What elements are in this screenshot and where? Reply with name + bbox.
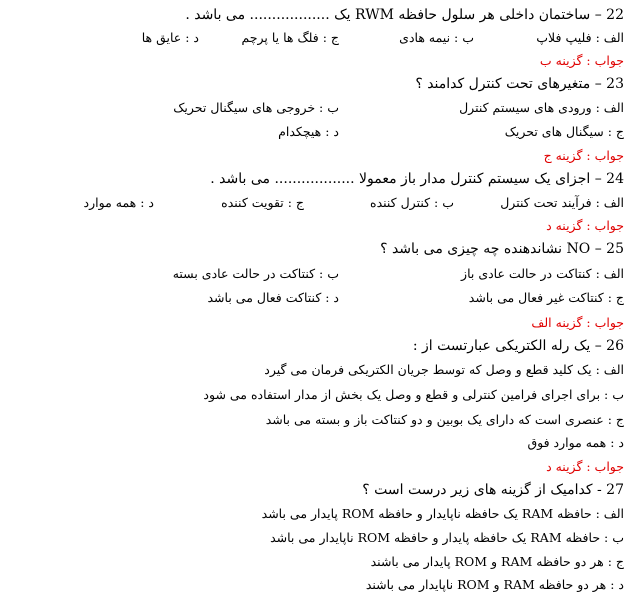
question-text: – اجزای یک سیستم کنترل مدار باز معمولا .................. می باشد . <box>210 171 602 187</box>
question-27 <box>2 479 624 501</box>
question-text: – NO نشاندهنده چه چیزی می باشد ؟ <box>380 241 602 257</box>
option-d: د : هیچکدام <box>278 124 339 139</box>
answer: جواب : گزینه د <box>546 218 624 233</box>
question-number: 25 <box>606 241 624 257</box>
question-25 <box>2 238 624 260</box>
question-number: 27 <box>606 482 624 498</box>
option-c: ج : تقویت کننده <box>221 195 304 210</box>
option-a: الف : فرآیند تحت کنترل <box>500 195 624 210</box>
option-b: ب : برای اجرای فرامین کنترلی و قطع و وصل یک بخش از مدار استفاده می شود <box>203 387 624 402</box>
question-24 <box>2 168 624 190</box>
question-26 <box>2 335 624 357</box>
option-d: د : همه موارد <box>83 195 154 210</box>
question-number: 23 <box>606 76 624 92</box>
option-b: ب : نیمه هادی <box>399 30 474 45</box>
option-b: ب : خروجی های سیگنال تحریک <box>173 100 339 115</box>
question-text: – ساختمان داخلی هر سلول حافظه RWM یک .................. می باشد . <box>185 7 602 23</box>
options-row <box>2 27 624 49</box>
options-row <box>2 97 624 119</box>
option-b: ب : کنترل کننده <box>370 195 454 210</box>
option-c: ج : سیگنال های تحریک <box>504 124 624 139</box>
option-d: د : کنتاکت فعال می باشد <box>207 290 339 305</box>
answer: جواب : گزینه الف <box>531 315 624 330</box>
option-c: ج : عنصری است که دارای یک بوبین و دو کنتاکت باز و بسته می باشد <box>265 412 624 427</box>
option-a: الف : یک کلید قطع و وصل که توسط جریان الکتریکی فرمان می گیرد <box>264 362 624 377</box>
options-row <box>2 287 624 309</box>
question-number: 26 <box>606 338 624 354</box>
option-d: د : هر دو حافظه RAM و ROM ناپایدار می باشند <box>365 577 624 592</box>
option-a: الف : ورودی های سیستم کنترل <box>459 100 624 115</box>
question-22 <box>2 4 624 26</box>
option-a: الف : کنتاکت در حالت عادی باز <box>461 266 624 281</box>
options-row <box>2 121 624 143</box>
question-text: - کدامیک از گزینه های زیر درست است ؟ <box>362 482 602 498</box>
question-23 <box>2 73 624 95</box>
options-row <box>2 263 624 285</box>
question-number: 22 <box>606 7 624 23</box>
option-d: د : عایق ها <box>141 30 199 45</box>
question-number: 24 <box>606 171 624 187</box>
answer: جواب : گزینه د <box>546 459 624 474</box>
question-text: – یک رله الکتریکی عبارتست از : <box>412 338 602 354</box>
question-text: – متغیرهای تحت کنترل کدامند ؟ <box>415 76 602 92</box>
option-a: الف : حافظه RAM یک حافظه ناپایدار و حافظه ROM پایدار می باشد <box>261 506 624 521</box>
option-c: ج : کنتاکت غیر فعال می باشد <box>468 290 624 305</box>
option-a: الف : فلیپ فلاپ <box>536 30 624 45</box>
answer: جواب : گزینه ب <box>539 53 624 68</box>
option-c: ج : هر دو حافظه RAM و ROM پایدار می باشند <box>370 554 624 569</box>
options-row <box>2 192 624 214</box>
option-d: د : همه موارد فوق <box>527 435 624 450</box>
option-b: ب : حافظه RAM یک حافظه پایدار و حافظه ROM ناپایدار می باشد <box>270 530 624 545</box>
option-c: ج : فلگ ها یا پرچم <box>241 30 339 45</box>
answer: جواب : گزینه ج <box>543 148 624 163</box>
option-b: ب : کنتاکت در حالت عادی بسته <box>172 266 339 281</box>
